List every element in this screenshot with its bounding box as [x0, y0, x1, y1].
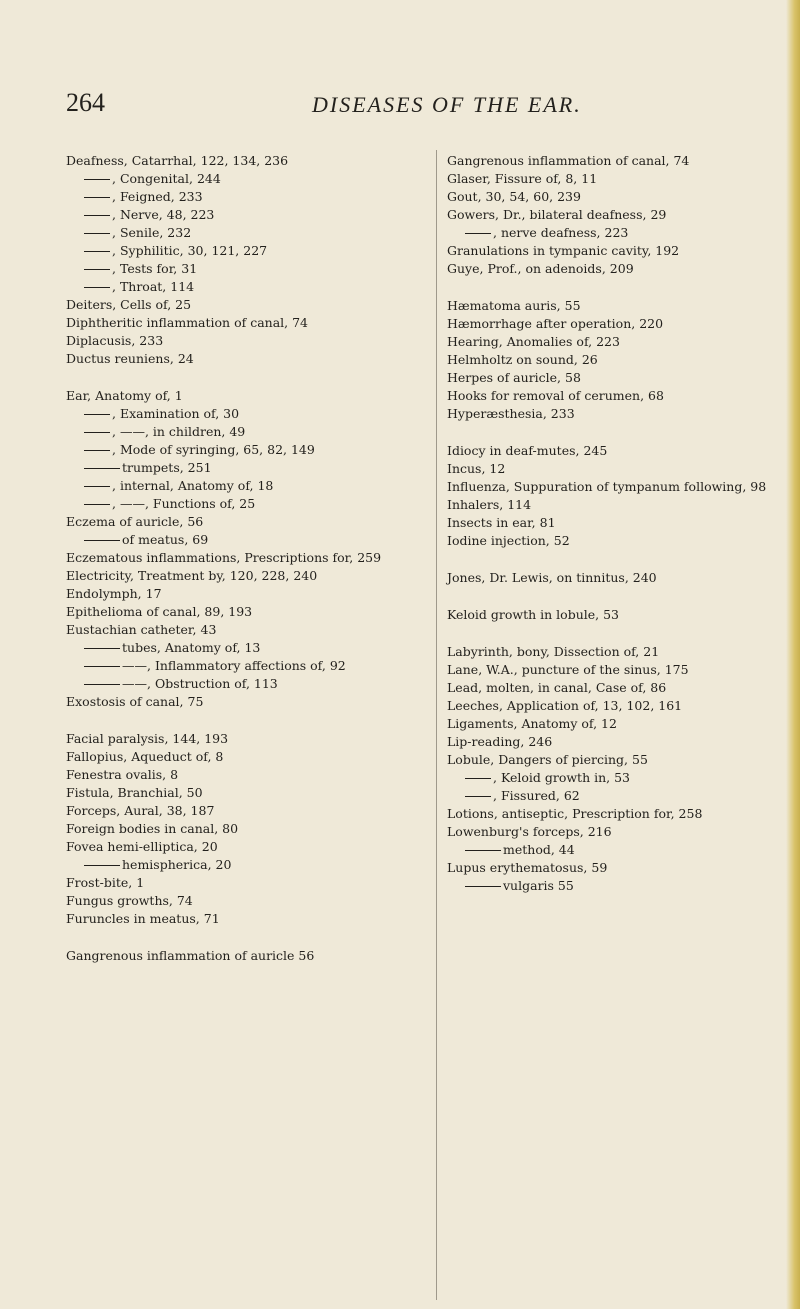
index-entry: [447, 751, 777, 768]
index-entry: [447, 532, 777, 549]
index-entry: [66, 423, 426, 440]
index-entry: [66, 639, 426, 656]
index-entry: [66, 730, 426, 747]
index-entry-text: Insects in ear, 81: [447, 515, 556, 530]
index-entry-text: Furuncles in meatus, 71: [66, 911, 220, 926]
index-entry: [66, 350, 426, 367]
index-entry-text: , Nerve, 48, 223: [112, 207, 215, 222]
ditto-dash: [465, 796, 491, 797]
index-entry-text: Lead, molten, in canal, Case of, 86: [447, 680, 667, 695]
index-entry: [447, 152, 777, 169]
index-entry: [447, 733, 777, 750]
ditto-dash: [84, 666, 120, 667]
index-entry-text: , ——, in children, 49: [112, 424, 246, 439]
index-entry: [66, 242, 426, 259]
index-entry-text: Hyperæsthesia, 233: [447, 406, 575, 421]
index-entry: [447, 315, 777, 332]
index-entry-text: Idiocy in deaf-mutes, 245: [447, 443, 608, 458]
index-entry-text: Ductus reuniens, 24: [66, 351, 194, 366]
index-entry: [447, 496, 777, 513]
index-entry-text: , Mode of syringing, 65, 82, 149: [112, 442, 315, 457]
index-entry: [66, 152, 426, 169]
index-entry: [66, 657, 426, 674]
index-entry-text: Fallopius, Aqueduct of, 8: [66, 749, 224, 764]
index-entry: [447, 333, 777, 350]
index-entry: [447, 787, 777, 804]
index-entry: [66, 856, 426, 873]
index-entry-text: Lupus erythematosus, 59: [447, 860, 608, 875]
index-entry: [447, 823, 777, 840]
index-entry-text: , Syphilitic, 30, 121, 227: [112, 243, 268, 258]
index-entry: [66, 621, 426, 638]
index-entry-text: Electricity, Treatment by, 120, 228, 240: [66, 568, 318, 583]
ditto-dash: [465, 850, 501, 851]
index-entry: [447, 369, 777, 386]
index-entry-text: Inhalers, 114: [447, 497, 532, 512]
index-entry: [447, 478, 777, 495]
index-entry: [66, 387, 426, 404]
index-entry: [447, 442, 777, 459]
index-entry-text: Facial paralysis, 144, 193: [66, 731, 229, 746]
ditto-dash: [84, 468, 120, 469]
index-entry-text: , Keloid growth in, 53: [493, 770, 630, 785]
section-gap: [447, 423, 777, 442]
index-entry: [447, 859, 777, 876]
index-entry-text: Eustachian catheter, 43: [66, 622, 217, 637]
index-entry: [66, 296, 426, 313]
section-gap: [66, 928, 426, 947]
index-entry-text: Herpes of auricle, 58: [447, 370, 581, 385]
ditto-dash: [84, 504, 110, 505]
index-entry-text: Diphtheritic inflammation of canal, 74: [66, 315, 309, 330]
index-entry: [66, 766, 426, 783]
index-entry-text: , Congenital, 244: [112, 171, 221, 186]
index-entry: [66, 188, 426, 205]
index-entry-text: Hæmorrhage after operation, 220: [447, 316, 664, 331]
index-entry: [447, 661, 777, 678]
ditto-dash: [84, 450, 110, 451]
index-entry-text: Keloid growth in lobule, 53: [447, 607, 619, 622]
index-entry: [447, 877, 777, 894]
index-entry-text: Fistula, Branchial, 50: [66, 785, 203, 800]
ditto-dash: [84, 865, 120, 866]
ditto-dash: [84, 684, 120, 685]
index-entry: [447, 715, 777, 732]
ditto-dash: [84, 648, 120, 649]
ditto-dash: [84, 414, 110, 415]
ditto-dash: [84, 486, 110, 487]
section-gap: [447, 587, 777, 606]
index-entry-text: Forceps, Aural, 38, 187: [66, 803, 215, 818]
index-entry: [447, 405, 777, 422]
index-entry-text: Glaser, Fissure of, 8, 11: [447, 171, 598, 186]
index-entry: [66, 820, 426, 837]
index-entry-text: , Senile, 232: [112, 225, 192, 240]
ditto-dash: [465, 886, 501, 887]
index-entry-text: Exostosis of canal, 75: [66, 694, 204, 709]
index-entry: [66, 477, 426, 494]
index-entry: [66, 947, 426, 964]
index-entry: [66, 170, 426, 187]
index-entry: [447, 606, 777, 623]
index-entry: [447, 460, 777, 477]
index-entry: [447, 297, 777, 314]
index-entry: [66, 585, 426, 602]
index-entry: [447, 569, 777, 586]
index-entry: [66, 278, 426, 295]
index-entry: [447, 351, 777, 368]
index-entry-text: Lobule, Dangers of piercing, 55: [447, 752, 648, 767]
index-entry-text: Lane, W.A., puncture of the sinus, 175: [447, 662, 689, 677]
index-entry-text: Fovea hemi-elliptica, 20: [66, 839, 218, 854]
index-entry: [66, 314, 426, 331]
index-entry: [66, 693, 426, 710]
index-entry-text: , Tests for, 31: [112, 261, 198, 276]
page-number: 264: [66, 88, 105, 117]
index-entry-text: Deafness, Catarrhal, 122, 134, 236: [66, 153, 289, 168]
index-entry: [66, 675, 426, 692]
index-entry-text: Gowers, Dr., bilateral deafness, 29: [447, 207, 667, 222]
ditto-dash: [84, 233, 110, 234]
ditto-dash: [84, 251, 110, 252]
index-entry-text: Influenza, Suppuration of tympanum following, 98: [447, 479, 767, 494]
index-entry: [66, 495, 426, 512]
index-entry: [66, 838, 426, 855]
index-entry-text: , Throat, 114: [112, 279, 195, 294]
index-entry-text: Fenestra ovalis, 8: [66, 767, 179, 782]
index-entry-text: of meatus, 69: [122, 532, 209, 547]
index-column-left: [66, 152, 426, 965]
index-entry: [66, 802, 426, 819]
index-entry-text: method, 44: [503, 842, 575, 857]
index-entry-text: Ear, Anatomy of, 1: [66, 388, 183, 403]
index-entry-text: Deiters, Cells of, 25: [66, 297, 192, 312]
index-entry: [66, 441, 426, 458]
index-entry-text: Ligaments, Anatomy of, 12: [447, 716, 617, 731]
index-entry-text: , nerve deafness, 223: [493, 225, 629, 240]
index-entry-text: Epithelioma of canal, 89, 193: [66, 604, 253, 619]
index-entry-text: Eczematous inflammations, Prescriptions for, 259: [66, 550, 382, 565]
index-entry-text: ——, Obstruction of, 113: [122, 676, 278, 691]
index-entry-text: , Fissured, 62: [493, 788, 580, 803]
index-entry-text: Endolymph, 17: [66, 586, 162, 601]
page-header: [66, 88, 766, 128]
index-entry-text: Hooks for removal of cerumen, 68: [447, 388, 664, 403]
index-entry: [447, 643, 777, 660]
index-entry-text: , Feigned, 233: [112, 189, 203, 204]
index-entry: [66, 603, 426, 620]
index-entry: [447, 170, 777, 187]
index-entry-text: trumpets, 251: [122, 460, 212, 475]
index-entry-text: vulgaris 55: [503, 878, 574, 893]
index-entry-text: Lowenburg's forceps, 216: [447, 824, 612, 839]
index-entry: [447, 224, 777, 241]
index-entry: [66, 206, 426, 223]
index-entry: [447, 260, 777, 277]
section-gap: [66, 368, 426, 387]
ditto-dash: [465, 778, 491, 779]
index-entry: [66, 513, 426, 530]
ditto-dash: [84, 540, 120, 541]
section-gap: [447, 550, 777, 569]
ditto-dash: [84, 215, 110, 216]
section-gap: [447, 624, 777, 643]
ditto-dash: [84, 269, 110, 270]
index-entry-text: Incus, 12: [447, 461, 506, 476]
index-entry: [66, 531, 426, 548]
index-entry-text: Hearing, Anomalies of, 223: [447, 334, 620, 349]
index-entry-text: Guye, Prof., on adenoids, 209: [447, 261, 634, 276]
page-edge: [786, 0, 800, 1309]
index-entry-text: Gout, 30, 54, 60, 239: [447, 189, 581, 204]
index-entry: [447, 805, 777, 822]
index-entry: [66, 405, 426, 422]
index-entry: [66, 874, 426, 891]
column-divider: [436, 150, 437, 1300]
index-entry: [66, 459, 426, 476]
index-entry-text: Diplacusis, 233: [66, 333, 164, 348]
ditto-dash: [84, 179, 110, 180]
ditto-dash: [84, 287, 110, 288]
section-gap: [66, 711, 426, 730]
section-gap: [447, 278, 777, 297]
index-entry-text: Jones, Dr. Lewis, on tinnitus, 240: [447, 570, 657, 585]
index-entry: [66, 748, 426, 765]
index-entry-text: Lotions, antiseptic, Prescription for, 258: [447, 806, 703, 821]
index-entry-text: Helmholtz on sound, 26: [447, 352, 598, 367]
index-entry-text: Foreign bodies in canal, 80: [66, 821, 239, 836]
running-head: DISEASES OF THE EAR.: [312, 92, 582, 117]
ditto-dash: [84, 197, 110, 198]
index-entry-text: tubes, Anatomy of, 13: [122, 640, 261, 655]
index-entry: [447, 697, 777, 714]
index-entry: [447, 514, 777, 531]
index-entry-text: Gangrenous inflammation of canal, 74: [447, 153, 690, 168]
index-entry-text: , internal, Anatomy of, 18: [112, 478, 274, 493]
index-entry-text: Fungus growths, 74: [66, 893, 193, 908]
index-entry: [66, 910, 426, 927]
index-entry-text: Iodine injection, 52: [447, 533, 570, 548]
index-entry: [447, 188, 777, 205]
index-entry-text: Hæmatoma auris, 55: [447, 298, 581, 313]
index-entry-text: ——, Inflammatory affections of, 92: [122, 658, 346, 673]
index-entry: [66, 332, 426, 349]
index-entry: [66, 567, 426, 584]
index-entry-text: Labyrinth, bony, Dissection of, 21: [447, 644, 660, 659]
index-entry-text: Frost-bite, 1: [66, 875, 145, 890]
index-entry: [447, 679, 777, 696]
index-entry: [447, 387, 777, 404]
index-entry: [66, 224, 426, 241]
index-entry: [66, 549, 426, 566]
index-entry-text: Gangrenous inflammation of auricle 56: [66, 948, 315, 963]
index-entry-text: , Examination of, 30: [112, 406, 240, 421]
index-entry-text: Granulations in tympanic cavity, 192: [447, 243, 680, 258]
index-entry: [66, 260, 426, 277]
ditto-dash: [465, 233, 491, 234]
index-entry-text: Lip-reading, 246: [447, 734, 553, 749]
index-entry: [66, 784, 426, 801]
index-entry: [66, 892, 426, 909]
index-column-right: [447, 152, 777, 895]
index-entry: [447, 841, 777, 858]
index-entry: [447, 769, 777, 786]
index-entry-text: Eczema of auricle, 56: [66, 514, 204, 529]
index-entry-text: Leeches, Application of, 13, 102, 161: [447, 698, 683, 713]
index-entry: [447, 242, 777, 259]
index-entry: [447, 206, 777, 223]
index-entry-text: hemispherica, 20: [122, 857, 232, 872]
ditto-dash: [84, 432, 110, 433]
index-entry-text: , ——, Functions of, 25: [112, 496, 256, 511]
